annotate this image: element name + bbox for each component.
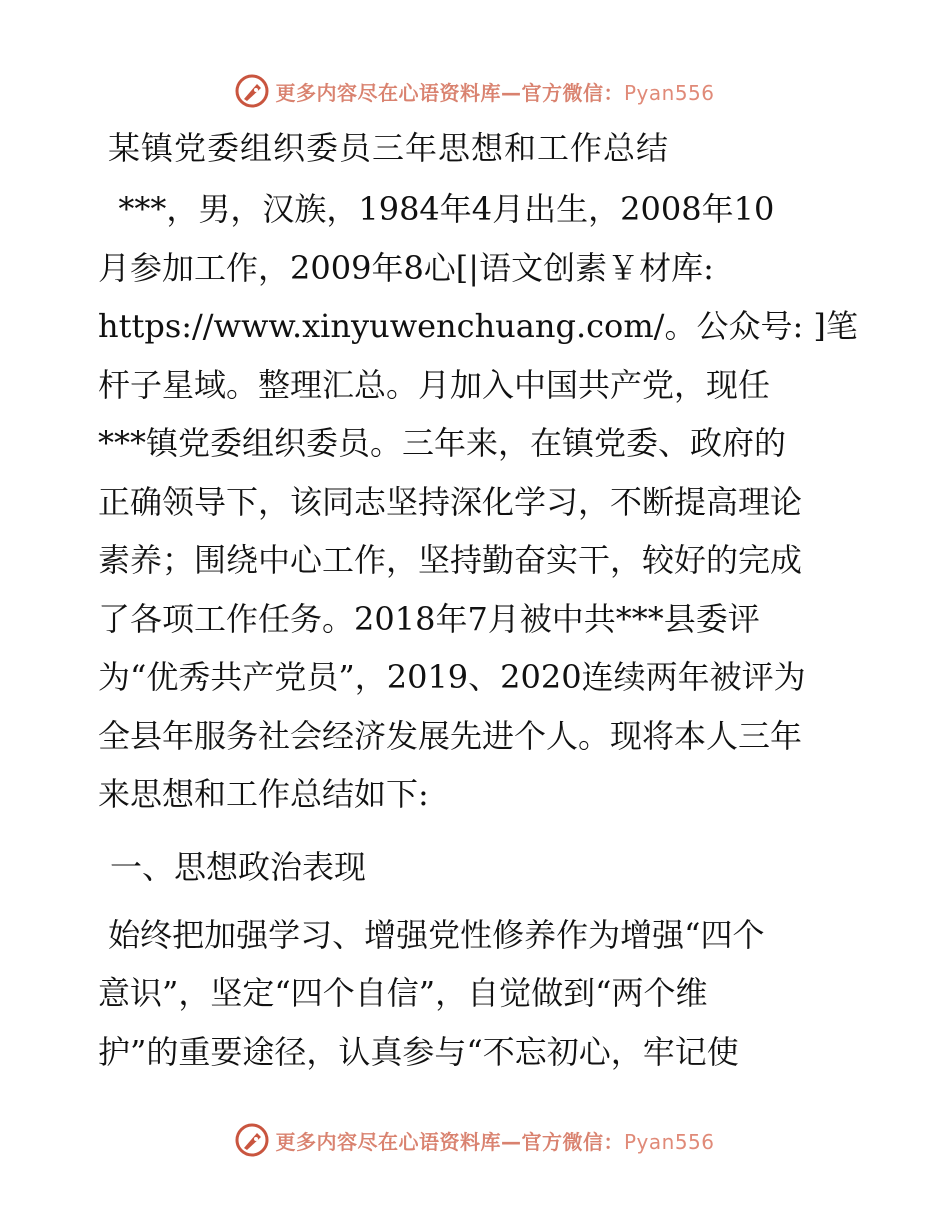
watermark-text: 更多内容尽在心语资料库—官方微信：Pyan556 <box>275 80 715 105</box>
section-heading-1: 一、思想政治表现 <box>110 847 367 886</box>
text-line: 始终把加强学习、增强党性修养作为增强“四个 <box>98 915 765 954</box>
paragraph-intro <box>98 180 858 824</box>
paragraph-section-1 <box>98 906 858 1082</box>
text-line: 护”的重要途径，认真参与“不忘初心，牢记使 <box>98 1032 739 1071</box>
text-line: 素养；围绕中心工作，坚持勤奋实干，较好的完成 <box>98 541 803 579</box>
text-line: 全县年服务社会经济发展先进个人。现将本人三年 <box>98 716 803 755</box>
text-line: ***镇党委组织委员。三年来，在镇党委、政府的 <box>98 424 787 462</box>
watermark-banner-top <box>0 71 950 111</box>
text-line: 正确领导下，该同志坚持深化学习，不断提高理论 <box>98 482 803 521</box>
text-line: 意识”，坚定“四个自信”，自觉做到“两个维 <box>98 974 708 1012</box>
watermark-handle: Pyan556 <box>623 1129 715 1154</box>
text-line: 了各项工作任务。2018年7月被中共***县委评 <box>98 599 760 638</box>
pen-nib-logo-icon <box>235 74 269 108</box>
text-line: 来思想和工作总结如下: <box>98 775 429 813</box>
watermark-banner-bottom <box>0 1120 950 1160</box>
pen-nib-logo-icon <box>235 1123 269 1157</box>
text-line: 月参加工作，2009年8心[|语文创素￥材库: <box>98 248 714 287</box>
document-body <box>98 120 858 1081</box>
watermark-text: 更多内容尽在心语资料库—官方微信：Pyan556 <box>275 1129 715 1154</box>
watermark-handle: Pyan556 <box>623 80 715 105</box>
text-line: 为“优秀共产党员”，2019、2020连续两年被评为 <box>98 658 806 696</box>
text-line: 杆子星域。整理汇总。月加入中国共产党，现任 <box>98 365 771 404</box>
text-line: ***，男，汉族，1984年4月出生，2008年10 <box>98 190 775 228</box>
text-line: https://www.xinyuwenchuang.com/。公众号: ]笔 <box>98 307 858 345</box>
document-title: 某镇党委组织委员三年思想和工作总结 <box>108 129 670 167</box>
